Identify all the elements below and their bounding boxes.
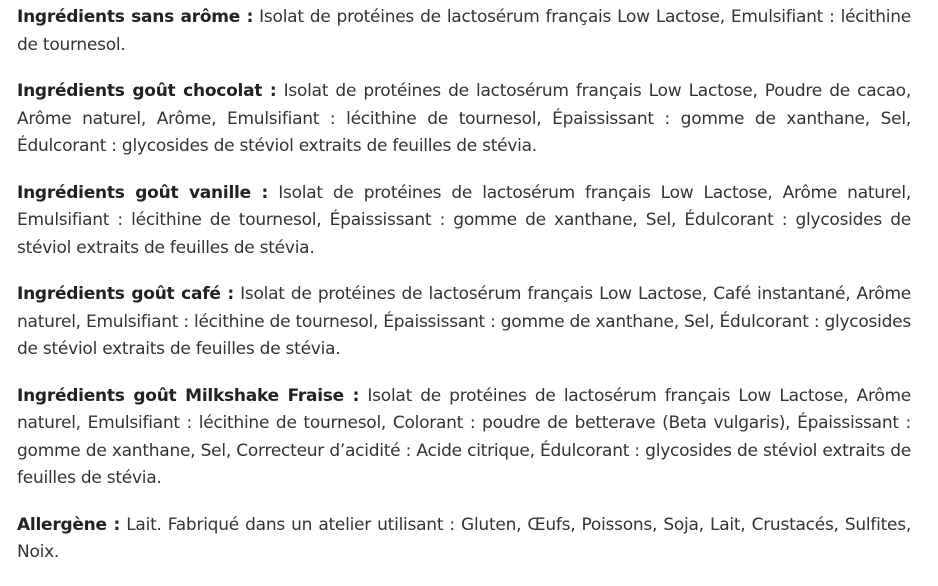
- ingredients-vanilla: [17, 180, 911, 263]
- section-text: Isolat de protéines de lactosérum français Low Lactose, Emulsifiant : lécithine de tournesol.: [17, 7, 911, 55]
- section-text: Isolat de protéines de lactosérum français Low Lactose, Café instantané, Arôme naturel, Emulsifiant : lécithine de tournesol, Épaississant : gomme de xanthane, Sel, Édulcorant : glycosides de stéviol extraits de feuilles de stévia.: [17, 284, 911, 359]
- section-label: Ingrédients goût Milkshake Fraise :: [17, 385, 360, 406]
- section-text: Isolat de protéines de lactosérum français Low Lactose, Arôme naturel, Emulsifiant : lécithine de tournesol, Épaississant : gomme de xanthane, Sel, Édulcorant : glycosides de stéviol extraits de feuilles de stévia.: [17, 182, 912, 258]
- allergens: [17, 512, 911, 567]
- section-text: Isolat de protéines de lactosérum français Low Lactose, Poudre de cacao, Arôme naturel, Arôme, Emulsifiant : lécithine de tournesol, Épaississant : gomme de xanthane, Sel, Édulcorant : glycosides de stéviol extraits de feuilles de stévia.: [17, 81, 911, 156]
- ingredients-chocolate: [17, 78, 911, 161]
- section-label: Ingrédients goût chocolat :: [17, 81, 277, 101]
- section-text: Lait. Fabriqué dans un atelier utilisant : Gluten, Œufs, Poissons, Soja, Lait, Crustacés, Sulfites, Noix.: [17, 514, 912, 562]
- section-label: Ingrédients sans arôme :: [17, 7, 254, 27]
- section-text: Isolat de protéines de lactosérum français Low Lactose, Arôme naturel, Emulsifiant : lécithine de tournesol, Colorant : poudre de betterave (Beta vulgaris), Épaississant : gomme de xanthane, Sel, Correcteur d’acidité : Acide citrique, Édulcorant : glycosides de stéviol extraits de feuilles de stévia.: [17, 385, 912, 488]
- ingredients-coffee: [17, 281, 911, 364]
- section-label: Ingrédients goût vanille :: [17, 182, 269, 203]
- ingredients-unflavored: [17, 4, 911, 59]
- ingredients-strawberry-milkshake: [17, 383, 911, 493]
- ingredients-content: [17, 4, 911, 586]
- section-label: Allergène :: [17, 514, 121, 535]
- section-label: Ingrédients goût café :: [17, 284, 234, 304]
